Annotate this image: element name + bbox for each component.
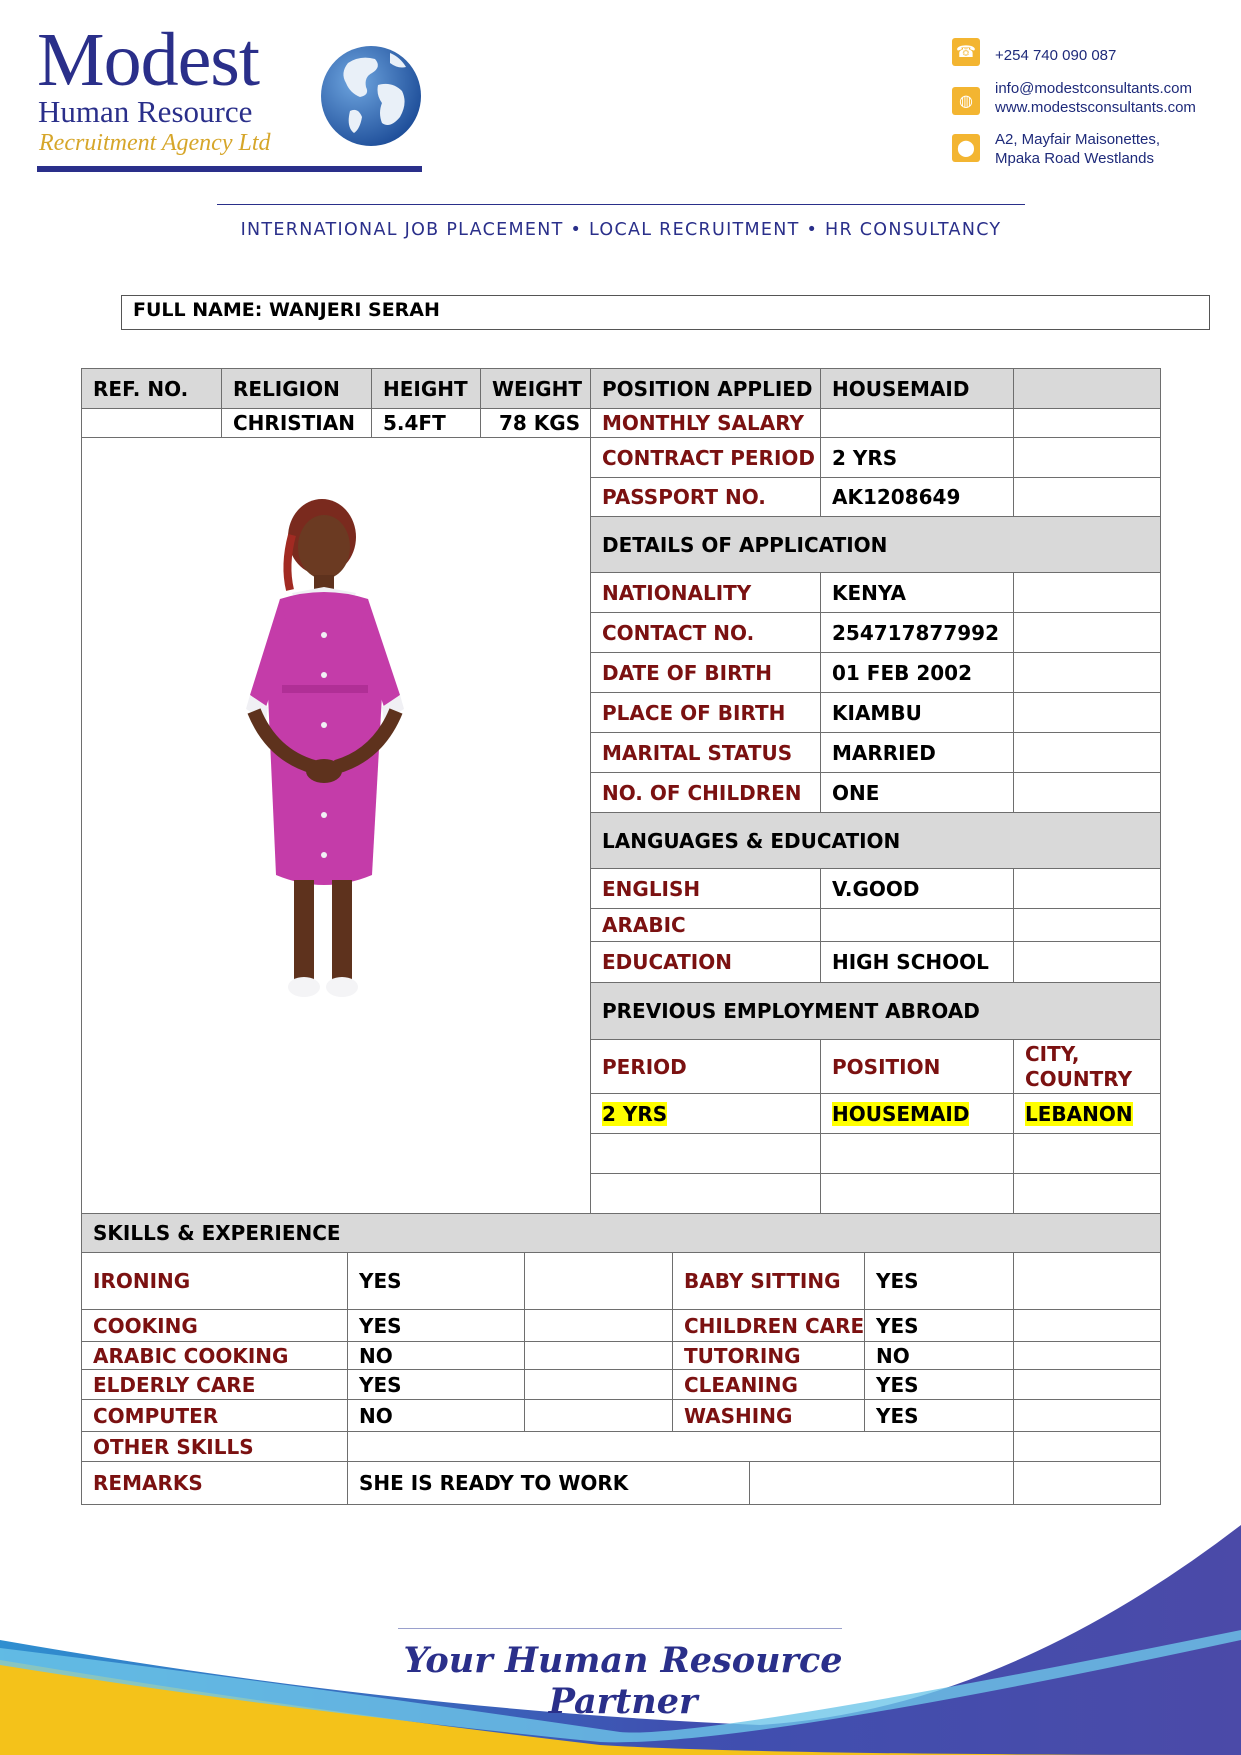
arabic-cooking-label: ARABIC COOKING: [81, 1341, 348, 1370]
tutoring-extra: [1013, 1341, 1161, 1370]
other-skills-extra: [1013, 1431, 1161, 1462]
country-header-line: COUNTRY: [1025, 1066, 1133, 1091]
employment-empty-row-1: [1013, 1133, 1161, 1174]
city-country-header: [1013, 1039, 1161, 1094]
section-skills-experience: SKILLS & EXPERIENCE: [81, 1213, 1161, 1253]
contract-period-label: CONTRACT PERIOD: [590, 437, 821, 478]
logo-agency: Recruitment Agency Ltd: [39, 130, 271, 156]
contract-period-extra: [1013, 437, 1161, 478]
footer-divider: [398, 1628, 842, 1629]
employment-country-value: LEBANON: [1025, 1101, 1133, 1126]
monthly-salary-label: MONTHLY SALARY: [590, 408, 821, 438]
ref-no-value: [81, 408, 222, 438]
employment-empty-row-2: [590, 1173, 821, 1214]
address-line-2: Mpaka Road Westlands: [995, 150, 1154, 167]
contract-period-value: 2 YRS: [820, 437, 1014, 478]
employment-country-cell: [1013, 1093, 1161, 1134]
nationality-extra: [1013, 572, 1161, 613]
location-icon: ⬤: [952, 134, 980, 162]
arabic-label: ARABIC: [590, 908, 821, 942]
date-of-birth-value: 01 FEB 2002: [820, 652, 1014, 693]
english-extra: [1013, 868, 1161, 909]
religion-label: RELIGION: [221, 368, 372, 409]
marital-status-value: MARRIED: [820, 732, 1014, 773]
ref-no-label: REF. NO.: [81, 368, 222, 409]
marital-status-label: MARITAL STATUS: [590, 732, 821, 773]
candidate-photo: [232, 495, 412, 1025]
employment-empty-row-1: [590, 1133, 821, 1174]
place-of-birth-value: KIAMBU: [820, 692, 1014, 733]
ironing-extra: [524, 1252, 673, 1310]
position-header: POSITION: [820, 1039, 1014, 1094]
arabic-extra: [1013, 908, 1161, 942]
remarks-value: SHE IS READY TO WORK: [347, 1461, 750, 1505]
passport-label: PASSPORT NO.: [590, 477, 821, 517]
weight-value: 78 KGS: [480, 408, 591, 438]
children-care-extra: [1013, 1309, 1161, 1342]
footer-slogan: Your Human Resource Partner: [403, 1640, 843, 1722]
no-of-children-value: ONE: [820, 772, 1014, 813]
phone-icon: ☎: [952, 38, 980, 66]
position-applied-value: HOUSEMAID: [820, 368, 1014, 409]
ironing-label: IRONING: [81, 1252, 348, 1310]
section-details-of-application: DETAILS OF APPLICATION: [590, 516, 1161, 573]
position-applied-label: POSITION APPLIED: [590, 368, 821, 409]
remarks-extra-2: [1013, 1461, 1161, 1505]
place-of-birth-extra: [1013, 692, 1161, 733]
period-header: PERIOD: [590, 1039, 821, 1094]
no-of-children-label: NO. OF CHILDREN: [590, 772, 821, 813]
cleaning-extra: [1013, 1369, 1161, 1400]
other-skills-label: OTHER SKILLS: [81, 1431, 348, 1462]
tagline: INTERNATIONAL JOB PLACEMENT • LOCAL RECRUITMENT • HR CONSULTANCY: [240, 220, 1002, 240]
remarks-label: REMARKS: [81, 1461, 348, 1505]
weight-label: WEIGHT: [480, 368, 591, 409]
globe-logo-icon: [320, 33, 422, 159]
children-care-value: YES: [864, 1309, 1014, 1342]
employment-empty-row-1: [820, 1133, 1014, 1174]
computer-value: NO: [347, 1399, 525, 1432]
globe-icon: ◍: [952, 87, 980, 115]
height-label: HEIGHT: [371, 368, 481, 409]
phone-number[interactable]: +254 740 090 087: [995, 47, 1117, 64]
email-link[interactable]: info@modestconsultants.com: [995, 80, 1192, 97]
address-line-1: A2, Mayfair Maisonettes,: [995, 131, 1161, 148]
header-divider: [217, 204, 1025, 205]
washing-extra: [1013, 1399, 1161, 1432]
employment-position-cell: [820, 1093, 1014, 1134]
elderly-care-value: YES: [347, 1369, 525, 1400]
employment-period-value: 2 YRS: [602, 1101, 668, 1126]
tutoring-value: NO: [864, 1341, 1014, 1370]
section-languages-education: LANGUAGES & EDUCATION: [590, 812, 1161, 869]
tutoring-label: TUTORING: [672, 1341, 865, 1370]
cooking-label: COOKING: [81, 1309, 348, 1342]
education-value: HIGH SCHOOL: [820, 941, 1014, 983]
cleaning-label: CLEANING: [672, 1369, 865, 1400]
english-label: ENGLISH: [590, 868, 821, 909]
contact-no-label: CONTACT NO.: [590, 612, 821, 653]
place-of-birth-label: PLACE OF BIRTH: [590, 692, 821, 733]
arabic-cooking-value: NO: [347, 1341, 525, 1370]
cooking-extra: [524, 1309, 673, 1342]
no-of-children-extra: [1013, 772, 1161, 813]
washing-value: YES: [864, 1399, 1014, 1432]
city-header-line: CITY,: [1025, 1041, 1080, 1066]
other-skills-value: [347, 1431, 1014, 1462]
full-name: FULL NAME: WANJERI SERAH: [133, 299, 440, 321]
washing-label: WASHING: [672, 1399, 865, 1432]
baby-sitting-label: BABY SITTING: [672, 1252, 865, 1310]
elderly-care-label: ELDERLY CARE: [81, 1369, 348, 1400]
religion-value: CHRISTIAN: [221, 408, 372, 438]
height-value: 5.4FT: [371, 408, 481, 438]
baby-sitting-extra: [1013, 1252, 1161, 1310]
nationality-label: NATIONALITY: [590, 572, 821, 613]
logo-underline: [37, 166, 422, 172]
contact-no-value: 254717877992: [820, 612, 1014, 653]
baby-sitting-value: YES: [864, 1252, 1014, 1310]
nationality-value: KENYA: [820, 572, 1014, 613]
date-of-birth-label: DATE OF BIRTH: [590, 652, 821, 693]
passport-value: AK1208649: [820, 477, 1014, 517]
monthly-salary-value: [820, 408, 1014, 438]
education-extra: [1013, 941, 1161, 983]
logo-title: Modest: [37, 18, 259, 102]
remarks-extra-1: [749, 1461, 1014, 1505]
passport-extra: [1013, 477, 1161, 517]
employment-empty-row-2: [820, 1173, 1014, 1214]
children-care-label: CHILDREN CARE: [672, 1309, 865, 1342]
computer-extra: [524, 1399, 673, 1432]
english-value: V.GOOD: [820, 868, 1014, 909]
computer-label: COMPUTER: [81, 1399, 348, 1432]
position-applied-extra: [1013, 368, 1161, 409]
employment-position-value: HOUSEMAID: [832, 1101, 970, 1126]
website-link[interactable]: www.modestsconsultants.com: [995, 99, 1196, 116]
marital-status-extra: [1013, 732, 1161, 773]
monthly-salary-extra: [1013, 408, 1161, 438]
employment-period-cell: [590, 1093, 821, 1134]
contact-no-extra: [1013, 612, 1161, 653]
elderly-care-extra: [524, 1369, 673, 1400]
date-of-birth-extra: [1013, 652, 1161, 693]
cooking-value: YES: [347, 1309, 525, 1342]
cleaning-value: YES: [864, 1369, 1014, 1400]
arabic-cooking-extra: [524, 1341, 673, 1370]
employment-empty-row-2: [1013, 1173, 1161, 1214]
section-previous-employment: PREVIOUS EMPLOYMENT ABROAD: [590, 982, 1161, 1040]
logo-subtitle: Human Resource: [38, 94, 253, 129]
arabic-value: [820, 908, 1014, 942]
education-label: EDUCATION: [590, 941, 821, 983]
ironing-value: YES: [347, 1252, 525, 1310]
